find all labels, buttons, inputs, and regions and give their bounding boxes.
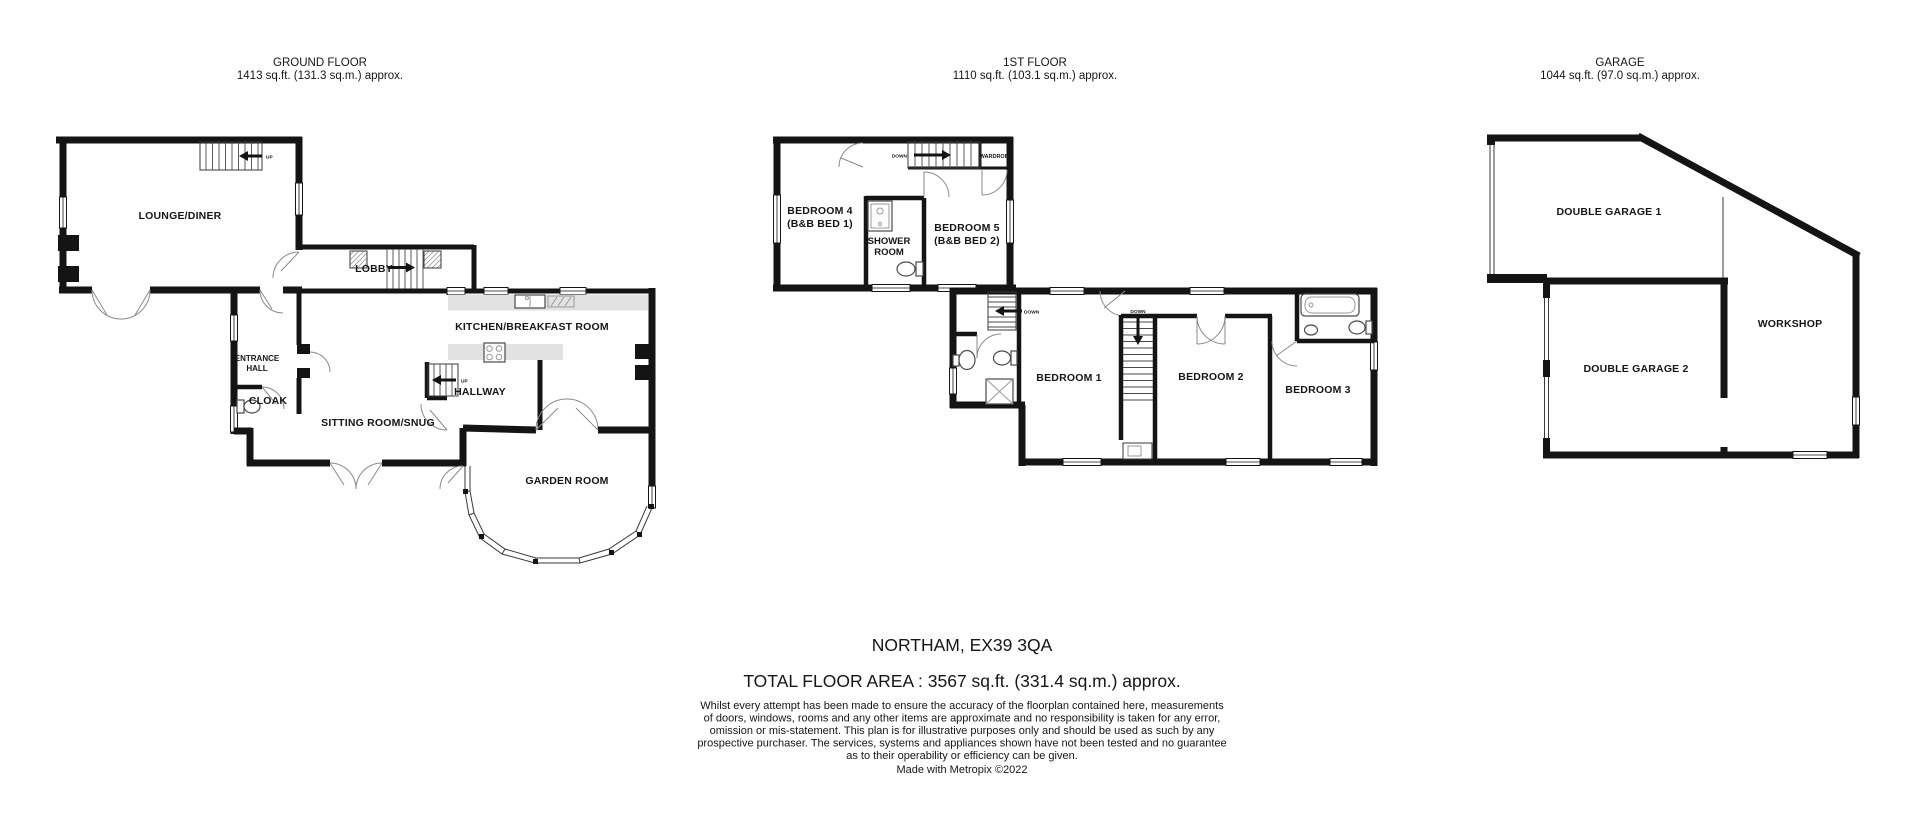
ground-floor-plan <box>56 57 656 564</box>
room-label-bedroom1: BEDROOM 1 <box>1036 372 1102 384</box>
ground-floor-walls <box>56 137 656 564</box>
credit-line: Made with Metropix ©2022 <box>896 764 1028 776</box>
up-arrow-icon <box>239 151 262 161</box>
toilet-icon <box>994 351 1011 365</box>
bathroom-right-fixtures <box>1301 294 1372 335</box>
room-label-kitchen: KITCHEN/BREAKFAST ROOM <box>455 321 609 333</box>
room-label-lounge: LOUNGE/DINER <box>138 210 222 222</box>
address-line: NORTHAM, EX39 3QA <box>871 635 1053 655</box>
room-label-hallway: HALLWAY <box>454 386 506 398</box>
svg-text:(B&B BED 2): (B&B BED 2) <box>934 235 1000 247</box>
room-label-shower-room: SHOWER <box>867 236 911 247</box>
disclaimer-line2: of doors, windows, rooms and any other items are approximate and no responsibility is taken for any error, <box>703 712 1221 725</box>
svg-text:(B&B BED 1): (B&B BED 1) <box>787 218 853 230</box>
down-label: DOWN <box>891 154 907 160</box>
toilet-icon <box>1349 321 1365 334</box>
first-floor-walls <box>773 137 1378 466</box>
ground-floor-area: 1413 sq.ft. (131.3 sq.m.) approx. <box>236 70 404 82</box>
room-label-cloak: CLOAK <box>248 395 288 407</box>
room-label-sitting: SITTING ROOM/SNUG <box>321 417 435 429</box>
right-arrow-icon <box>914 150 951 160</box>
shower-icon <box>868 201 892 231</box>
first-floor-area: 1110 sq.ft. (103.1 sq.m.) approx. <box>952 70 1118 82</box>
first-floor-labels <box>787 154 1351 396</box>
bathroom-left-fixtures <box>953 351 1017 405</box>
first-floor-plan <box>773 57 1378 466</box>
room-label-workshop: WORKSHOP <box>1757 318 1823 330</box>
cupboard-icon <box>1123 443 1152 459</box>
svg-text:HALL: HALL <box>246 364 268 373</box>
disclaimer-line1: Whilst every attempt has been made to ensure the accuracy of the floorplan contained here, measurements <box>700 700 1224 712</box>
ground-floor-title: GROUND FLOOR <box>273 57 367 69</box>
stairs-first-left <box>988 292 1040 330</box>
down-label: DOWN <box>1130 310 1146 315</box>
garage-labels <box>1556 206 1822 375</box>
down-label: DOWN <box>1024 310 1040 316</box>
room-label-garden: GARDEN ROOM <box>525 475 609 487</box>
toilet-icon <box>916 262 923 276</box>
room-label-bedroom4: BEDROOM 4 <box>787 205 853 217</box>
fireplace-icon <box>58 235 79 251</box>
chimney-icon <box>635 344 652 359</box>
room-label-bedroom5: BEDROOM 5 <box>934 222 1000 234</box>
room-label-wardrobe: WARDROBE <box>979 154 1013 160</box>
room-label-bedroom2: BEDROOM 2 <box>1178 371 1244 383</box>
disclaimer-line4: prospective purchaser. The services, systems and appliances shown have not been tested and no guarantee <box>697 737 1227 750</box>
roof-window-icon <box>424 251 441 268</box>
footer <box>697 635 1226 776</box>
stairs-first-top <box>892 142 980 168</box>
garage-walls <box>1487 136 1860 459</box>
room-label-garage2: DOUBLE GARAGE 2 <box>1583 363 1689 375</box>
up-label: UP <box>461 379 468 385</box>
stairs-lounge <box>200 142 273 170</box>
room-label-lobby: LOBBY <box>355 263 393 275</box>
garage-title: GARAGE <box>1595 57 1645 69</box>
garage-plan <box>1487 57 1860 459</box>
svg-text:ROOM: ROOM <box>874 247 904 258</box>
up-label: UP <box>266 155 273 161</box>
room-label-garage1: DOUBLE GARAGE 1 <box>1556 206 1662 218</box>
room-label-bedroom3: BEDROOM 3 <box>1285 384 1351 396</box>
disclaimer-line5: as to their operability or efficiency can be given. <box>846 750 1078 762</box>
stairs-first-right <box>1123 309 1153 459</box>
garage-area: 1044 sq.ft. (97.0 sq.m.) approx. <box>1540 70 1700 82</box>
basin-icon <box>959 351 975 370</box>
disclaimer-line3: omission or mis-statement. This plan is for illustrative purposes only and should be used as such by any <box>709 725 1215 737</box>
total-floor-area: TOTAL FLOOR AREA : 3567 sq.ft. (331.4 sq.m.) approx. <box>743 671 1181 691</box>
first-floor-title: 1ST FLOOR <box>1003 57 1067 69</box>
basin-icon <box>1305 325 1318 335</box>
room-label-entrance-hall: ENTRANCE <box>234 354 280 363</box>
